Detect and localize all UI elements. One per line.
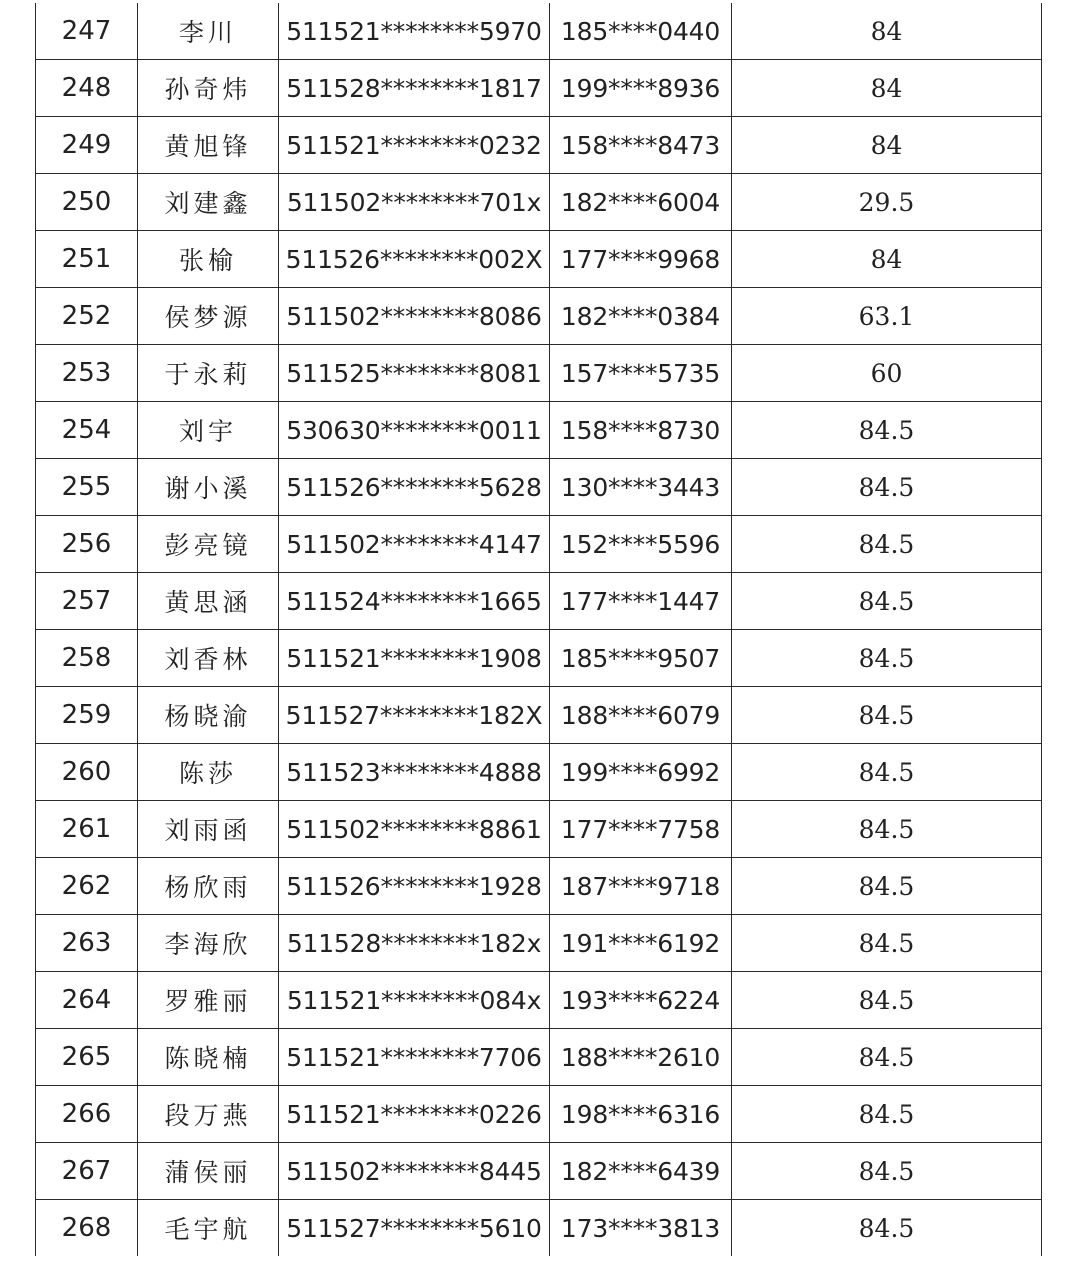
score-cell: 84 xyxy=(732,60,1042,117)
table-row xyxy=(36,687,1042,744)
phone-cell: 152****5596 xyxy=(550,516,732,573)
phone-cell: 177****9968 xyxy=(550,231,732,288)
row-number-cell: 256 xyxy=(36,516,138,573)
score-cell: 84.5 xyxy=(732,1200,1042,1257)
score-cell: 84.5 xyxy=(732,744,1042,801)
name-cell: 刘宇 xyxy=(138,402,279,459)
score-cell: 84.5 xyxy=(732,459,1042,516)
id-number-cell: 511521********0232 xyxy=(279,117,550,174)
phone-cell: 188****6079 xyxy=(550,687,732,744)
table-row xyxy=(36,3,1042,60)
phone-cell: 158****8730 xyxy=(550,402,732,459)
id-number-cell: 511526********5628 xyxy=(279,459,550,516)
id-number-cell: 511521********1908 xyxy=(279,630,550,687)
table-row xyxy=(36,60,1042,117)
name-cell: 刘雨函 xyxy=(138,801,279,858)
name-cell: 于永莉 xyxy=(138,345,279,402)
row-number-cell: 262 xyxy=(36,858,138,915)
id-number-cell: 511524********1665 xyxy=(279,573,550,630)
name-cell: 谢小溪 xyxy=(138,459,279,516)
score-cell: 84 xyxy=(732,3,1042,60)
name-cell: 杨晓渝 xyxy=(138,687,279,744)
row-number-cell: 249 xyxy=(36,117,138,174)
row-number-cell: 250 xyxy=(36,174,138,231)
row-number-cell: 253 xyxy=(36,345,138,402)
name-cell: 黄思涵 xyxy=(138,573,279,630)
row-number-cell: 258 xyxy=(36,630,138,687)
table-row xyxy=(36,516,1042,573)
name-cell: 孙奇炜 xyxy=(138,60,279,117)
table-row xyxy=(36,459,1042,516)
phone-cell: 173****3813 xyxy=(550,1200,732,1257)
score-cell: 84.5 xyxy=(732,687,1042,744)
id-number-cell: 511521********7706 xyxy=(279,1029,550,1086)
name-cell: 杨欣雨 xyxy=(138,858,279,915)
phone-cell: 185****0440 xyxy=(550,3,732,60)
roster-table-body xyxy=(36,3,1042,1256)
id-number-cell: 511502********8445 xyxy=(279,1143,550,1200)
name-cell: 侯梦源 xyxy=(138,288,279,345)
row-number-cell: 257 xyxy=(36,573,138,630)
name-cell: 张榆 xyxy=(138,231,279,288)
score-cell: 84 xyxy=(732,117,1042,174)
table-row xyxy=(36,1143,1042,1200)
score-cell: 60 xyxy=(732,345,1042,402)
score-cell: 84.5 xyxy=(732,402,1042,459)
row-number-cell: 255 xyxy=(36,459,138,516)
row-number-cell: 264 xyxy=(36,972,138,1029)
id-number-cell: 530630********0011 xyxy=(279,402,550,459)
roster-table xyxy=(35,3,1042,1256)
score-cell: 84.5 xyxy=(732,858,1042,915)
row-number-cell: 263 xyxy=(36,915,138,972)
score-cell: 84 xyxy=(732,231,1042,288)
score-cell: 84.5 xyxy=(732,1086,1042,1143)
phone-cell: 158****8473 xyxy=(550,117,732,174)
table-row xyxy=(36,858,1042,915)
id-number-cell: 511502********4147 xyxy=(279,516,550,573)
row-number-cell: 260 xyxy=(36,744,138,801)
score-cell: 84.5 xyxy=(732,1029,1042,1086)
phone-cell: 182****6439 xyxy=(550,1143,732,1200)
row-number-cell: 265 xyxy=(36,1029,138,1086)
name-cell: 陈晓楠 xyxy=(138,1029,279,1086)
score-cell: 84.5 xyxy=(732,1143,1042,1200)
row-number-cell: 247 xyxy=(36,3,138,60)
name-cell: 刘香林 xyxy=(138,630,279,687)
phone-cell: 199****6992 xyxy=(550,744,732,801)
id-number-cell: 511502********8086 xyxy=(279,288,550,345)
row-number-cell: 268 xyxy=(36,1200,138,1257)
score-cell: 84.5 xyxy=(732,801,1042,858)
table-row xyxy=(36,972,1042,1029)
phone-cell: 185****9507 xyxy=(550,630,732,687)
id-number-cell: 511525********8081 xyxy=(279,345,550,402)
score-cell: 84.5 xyxy=(732,516,1042,573)
id-number-cell: 511526********1928 xyxy=(279,858,550,915)
table-row xyxy=(36,1086,1042,1143)
id-number-cell: 511526********002X xyxy=(279,231,550,288)
table-row xyxy=(36,288,1042,345)
table-row xyxy=(36,801,1042,858)
id-number-cell: 511521********0226 xyxy=(279,1086,550,1143)
phone-cell: 188****2610 xyxy=(550,1029,732,1086)
score-cell: 84.5 xyxy=(732,972,1042,1029)
table-row xyxy=(36,1200,1042,1257)
row-number-cell: 267 xyxy=(36,1143,138,1200)
id-number-cell: 511527********5610 xyxy=(279,1200,550,1257)
phone-cell: 177****7758 xyxy=(550,801,732,858)
id-number-cell: 511502********701x xyxy=(279,174,550,231)
id-number-cell: 511528********182x xyxy=(279,915,550,972)
id-number-cell: 511521********084x xyxy=(279,972,550,1029)
name-cell: 李川 xyxy=(138,3,279,60)
score-cell: 84.5 xyxy=(732,630,1042,687)
table-row xyxy=(36,1029,1042,1086)
score-cell: 29.5 xyxy=(732,174,1042,231)
phone-cell: 182****0384 xyxy=(550,288,732,345)
table-row xyxy=(36,345,1042,402)
name-cell: 段万燕 xyxy=(138,1086,279,1143)
name-cell: 罗雅丽 xyxy=(138,972,279,1029)
name-cell: 黄旭锋 xyxy=(138,117,279,174)
row-number-cell: 254 xyxy=(36,402,138,459)
phone-cell: 187****9718 xyxy=(550,858,732,915)
table-row xyxy=(36,231,1042,288)
name-cell: 李海欣 xyxy=(138,915,279,972)
row-number-cell: 251 xyxy=(36,231,138,288)
phone-cell: 193****6224 xyxy=(550,972,732,1029)
id-number-cell: 511527********182X xyxy=(279,687,550,744)
table-row xyxy=(36,174,1042,231)
score-cell: 63.1 xyxy=(732,288,1042,345)
table-row xyxy=(36,915,1042,972)
table-row xyxy=(36,402,1042,459)
id-number-cell: 511523********4888 xyxy=(279,744,550,801)
phone-cell: 182****6004 xyxy=(550,174,732,231)
id-number-cell: 511502********8861 xyxy=(279,801,550,858)
row-number-cell: 261 xyxy=(36,801,138,858)
id-number-cell: 511521********5970 xyxy=(279,3,550,60)
table-row xyxy=(36,630,1042,687)
name-cell: 彭亮镜 xyxy=(138,516,279,573)
name-cell: 刘建鑫 xyxy=(138,174,279,231)
score-cell: 84.5 xyxy=(732,573,1042,630)
row-number-cell: 266 xyxy=(36,1086,138,1143)
phone-cell: 198****6316 xyxy=(550,1086,732,1143)
row-number-cell: 252 xyxy=(36,288,138,345)
name-cell: 陈莎 xyxy=(138,744,279,801)
phone-cell: 199****8936 xyxy=(550,60,732,117)
table-row xyxy=(36,573,1042,630)
phone-cell: 177****1447 xyxy=(550,573,732,630)
name-cell: 毛宇航 xyxy=(138,1200,279,1257)
phone-cell: 130****3443 xyxy=(550,459,732,516)
score-cell: 84.5 xyxy=(732,915,1042,972)
phone-cell: 191****6192 xyxy=(550,915,732,972)
id-number-cell: 511528********1817 xyxy=(279,60,550,117)
table-row xyxy=(36,117,1042,174)
row-number-cell: 259 xyxy=(36,687,138,744)
phone-cell: 157****5735 xyxy=(550,345,732,402)
name-cell: 蒲侯丽 xyxy=(138,1143,279,1200)
row-number-cell: 248 xyxy=(36,60,138,117)
table-row xyxy=(36,744,1042,801)
